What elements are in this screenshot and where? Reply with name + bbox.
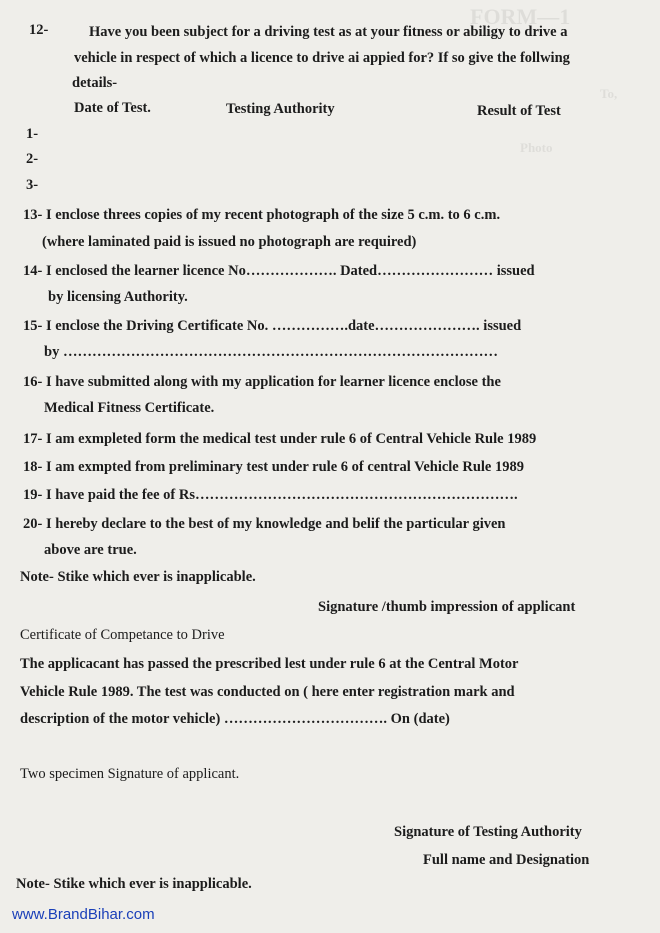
q16-line-2: Medical Fitness Certificate. xyxy=(44,400,215,416)
bleed-through-text: FORM—1 xyxy=(470,4,571,29)
certificate-title: Certificate of Competance to Drive xyxy=(20,627,225,643)
q16-line-1: 16- I have submitted along with my application for learner licence enclose the xyxy=(23,374,501,390)
column-result-of-test: Result of Test xyxy=(477,103,561,119)
note-inapplicable-bottom: Note- Stike which ever is inapplicable. xyxy=(16,876,252,892)
watermark-url[interactable]: www.BrandBihar.com xyxy=(12,906,155,923)
q14-line-1: 14- I enclosed the learner licence No………………. Dated…………………… issued xyxy=(23,263,535,279)
q17-line: 17- I am exmpleted form the medical test under rule 6 of Central Vehicle Rule 1989 xyxy=(23,431,537,447)
q15-line-2: by ……………………………………………………………………………… xyxy=(44,344,498,360)
q12-line-1: Have you been subject for a driving test as at your fitness or abiligy to drive a xyxy=(89,24,568,40)
certificate-line-3: description of the motor vehicle) ……………………………. On (date) xyxy=(20,711,450,727)
specimen-signature: Two specimen Signature of applicant. xyxy=(20,766,240,782)
q15-line-1: 15- I enclose the Driving Certificate No. …………….date…………………. issued xyxy=(23,318,522,334)
signature-applicant: Signature /thumb impression of applicant xyxy=(318,599,576,615)
full-name-designation: Full name and Designation xyxy=(423,852,590,868)
q13-line-1: 13- I enclose threes copies of my recent photograph of the size 5 c.m. to 6 c.m. xyxy=(23,207,501,223)
row-3-label: 3- xyxy=(26,177,39,193)
signature-testing-authority: Signature of Testing Authority xyxy=(394,824,582,840)
column-testing-authority: Testing Authority xyxy=(226,101,335,117)
q13-line-2: (where laminated paid is issued no photograph are required) xyxy=(42,234,417,250)
column-date-of-test: Date of Test. xyxy=(74,100,151,116)
certificate-line-2: Vehicle Rule 1989. The test was conducted on ( here enter registration mark and xyxy=(20,684,515,700)
q12-number: 12- xyxy=(29,22,49,38)
q14-line-2: by licensing Authority. xyxy=(48,289,188,305)
certificate-line-1: The applicacant has passed the prescribed lest under rule 6 at the Central Motor xyxy=(20,656,519,672)
bleed-through-text: To, xyxy=(600,86,618,101)
q20-line-1: 20- I hereby declare to the best of my knowledge and belif the particular given xyxy=(23,516,506,532)
q18-line: 18- I am exmpted from preliminary test under rule 6 of central Vehicle Rule 1989 xyxy=(23,459,524,475)
row-2-label: 2- xyxy=(26,151,39,167)
q12-line-2: vehicle in respect of which a licence to drive ai appied for? If so give the follwing xyxy=(74,50,570,66)
q20-line-2: above are true. xyxy=(44,542,137,558)
note-inapplicable: Note- Stike which ever is inapplicable. xyxy=(20,569,256,585)
bleed-through-text: Photo xyxy=(520,140,553,155)
q12-line-3: details- xyxy=(72,75,118,91)
q19-line: 19- I have paid the fee of Rs…………………………………………………………. xyxy=(23,487,518,503)
row-1-label: 1- xyxy=(26,126,39,142)
